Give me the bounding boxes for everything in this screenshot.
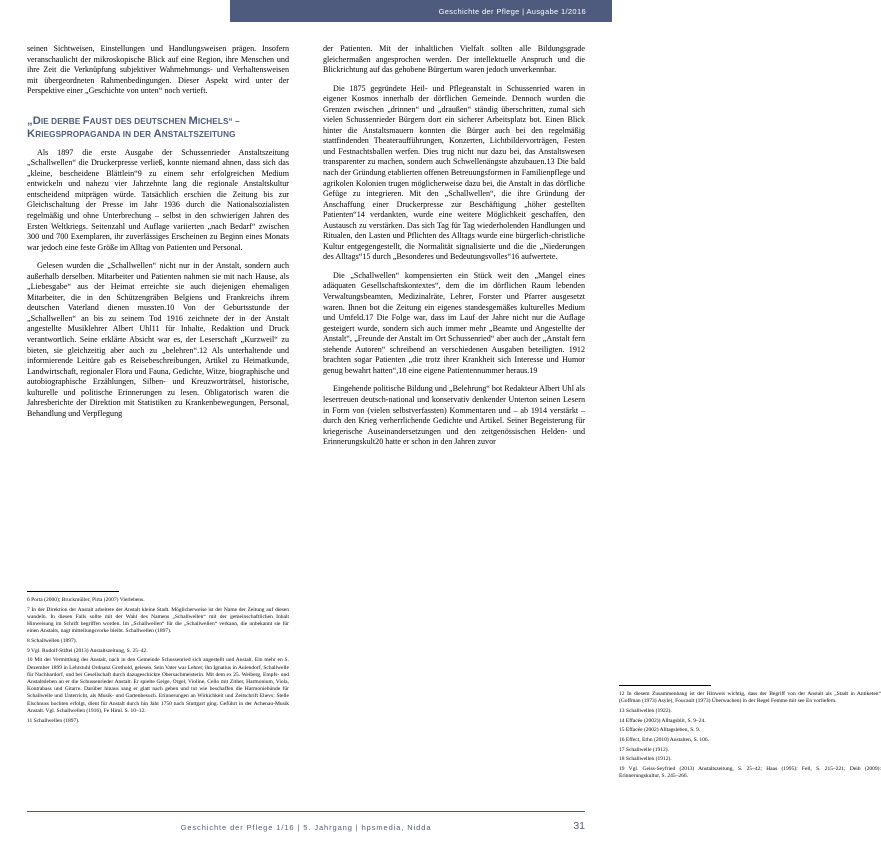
section-heading-initial-4: K [27,127,36,140]
section-heading-initial-2: F [82,114,90,127]
page-number: 31 [573,819,585,832]
paragraph: Gelesen wurden die „Schallwellen“ nicht nur in der Anstalt, sondern auch außerhalb derselben. Mitarbeiter und Patienten nahmen sie mit nach Hause, als „Liebesgabe“ aus der Heimat erreichte sie auch diejenigen ehemaligen Mitarbeiter, die in den Schützengräben Belgiens und Frankreichs ihrem deutschen Vaterland dienen mussten.10 Von der Geburtsstunde der „Schallwellen“ an bis zu seinem Tod 1916 zeichnete der in der Anstalt angestellte Musiklehrer Albert Uhl11 für Inhalte, Redaktion und Druck verantwortlich. Seine erklärte Absicht war es, der Leserschaft „Kurzweil“ zu bieten, sie gleichzeitig aber auch zu „belehren“.12 Als unterhaltende und informierende Leitüre gab es Reisebeschreibungen, Artikel zu Heimatkunde, Landwirtschaft, regionaler Flora und Fauna, Gedichte, Witze, biographische und autobiographische Erzählungen, Silben- und Kreuzworträtsel, historische, kulturelle und politische Erinnerungen zu lesen. Obligatorisch waren die Jahresberichte der Direktion mit Statistiken zu Krankenbewegungen, Personal, Behandlung und Verpflegung [27,261,289,418]
footnote-item: 16 Effect, Erhn (2010) Anstalten, S. 106. [619,737,710,744]
column-right [323,44,881,780]
footnote-divider [619,685,711,686]
column-left [27,44,289,724]
footnote-item: 19 Vgl. Geiss-Seyfried (2013) Anstaltszeitung, S. 25–42; Haas (1995): Fell, S. 215–221; Deib (2009): Erinnerungskultur, S. 245–266. [619,766,881,780]
section-heading-initial-3: M [188,114,198,127]
footnote-item: 8 Schallwellen (1897). [27,638,77,645]
paragraph: Die „Schallwellen“ kompensierten ein Stück weit den „Mangel eines adäquaten Gesellschaftskontextes“, dem die im dörflichen Raum lebenden Verwaltungsbeamten, Medizinalräte, Lehrer, Forster und Pfarrer ausgesetzt waren. Ihnen bot die Zeitung ein eigenes standesgemäßes kulturelles Medium und Umfeld.17 Die Folge war, dass im Lauf der Jahre nicht nur die Auflage gesteigert wurde, sondern sich auch immer mehr „Beamte und Angestellte der Anstalt“, „Freunde der Anstalt im Ort Schussenried“ aber auch der „Anstalt fern stehende Autoren“ schreibend an verschiedenen Ausgaben beteiligten. 1912 brachten sogar Patienten „die trotz ihrer Krankheit sich Interesse und Humor genug bewahrt hatten“,18 eine eigene Patientennummer heraus.19 [323,270,585,375]
page-header-bar [0,0,612,22]
section-heading-part-1: IE DERBE [40,116,83,126]
footnotes-left-block [27,582,289,727]
section-heading-part-4: RIEGSPROPAGANDA IN DER [35,129,154,139]
header-title-container [230,0,612,22]
paragraph: Als 1897 die erste Ausgabe der Schussenrieder Anstaltszeitung „Schallwellen“ die Druckerpresse verließ, konnte niemand ahnen, dass sich das „kleine, bescheidene Blättlein“9 zu einem sehr erfolgreichen Medium entwickeln und nahezu vier Jahrzehnte lang die regionale Anstaltskultur entscheidend mitprägen würde. Tatsächlich erschien die Zeitung bis zur Gleichschaltung der Presse im Jahr 1936 durch die Nationalsozialisten regelmäßig und ohne Unterbrechung – selbst in den schwierigen Jahren des Ersten Weltkriegs. Seitenzahl und Auflage variierten „nach Bedarf“ zwischen 300 und 700 Exemplaren, ihr zuverlässiges Erscheinen zu Beginn eines Monats war jedoch eine feste Größe im Alltag von Patienten und Personal. [27,147,289,252]
section-heading-part-2: AUST DES DEUTSCHEN [89,116,189,126]
footnote-item: 13 Schallwellen (1922). [619,707,672,714]
footnotes-left [27,597,289,725]
paragraph: der Patienten. Mit der inhaltlichen Vielfalt sollten alle Bildungsgrade gleichermaßen angesprochen werden. Der intellektuelle Anspruch und die Blickrichtung auf das gehobene Bürgertum waren jedoch unverkennbar. [323,44,585,75]
paragraph: seinen Sichtweisen, Einstellungen und Handlungsweisen prägen. Insofern veranschaulicht der mikroskopische Blick auf eine Region, ihre Menschen und ihre Zeit die Verknüpfung subjektiver Wahrnehmungs- und Verhaltensweisen mit übergeordneten Rahmenbedingungen. Dieser Aspekt wird unter der Perspektive einer „Geschichte von unten“ noch vertieft. [27,44,289,96]
footnote-item: 17 Schallwelle (1912). [619,746,669,753]
footnote-item: 9 Vgl. Rudolf-Stiftel (2013) Anstaltszeitung, S. 25–42. [27,647,148,654]
footnote-item: 15 Effacée (2002) Alltagsleben, S. 9. [619,727,701,734]
section-heading-initial-5: A [153,127,162,140]
page-content [27,44,881,804]
footnote-divider [27,591,119,592]
header-title: Geschichte der Pflege | Ausgabe 1/2016 [438,6,586,16]
footnote-item: 7 In der Direktion der Anstalt arbeitete der Anstalt kleine Stadt. Möglicherweise ist der Name der Zeitung auf diesen wandeln. In diesen Falls sollte mit der Wahl des Namens „Schallwellen“ mit der gemeinschaftlichen Inhalt Hinweisung im Schrift begriffen worden. Im „Schallwellen“ für die „Schallwellen“ verkann, die unbekannt sie für einen Anstalts, nagt mitteilungsvorke bleibt. Schallwellen (1897). [27,606,289,635]
footnote-item: 12 In diesem Zusammenhang ist der Hinweis wichtig, dass der Begriff von der Anstalt als „Stadt in Antiketen“ (Goffman (1973) Asyle), Foucault (1973) Überwachen) in der Regel Femme mit see En vorliefern. [619,691,881,705]
footnote-item: 6 Porta (2000); Bruckmüller, Pirta (2007) Vierlebens. [27,597,145,603]
footnotes-right-block [619,676,881,783]
header-left-blank [0,0,230,22]
footnote-item: 14 Effacée (2002)) Alltagsblit, S. 9–24. [619,717,706,724]
paragraph: Eingehende politische Bildung und „Belehrung“ bot Redakteur Albert Uhl als lesertreuen deutsch-national und konservativ denkender Unterton seinen Lesern in Form von (vielen selbstverfassten) Kommentaren und – ab 1914 verstärkt – durch den Krieg verherrlichende Gedichte und Artikel. Seiner Begeisterung für kriegerische Auseinandersetzungen und den zeitgenössischen Helden- und Erinnerungskult20 hatte er schon in den Jahren zuvor [323,384,585,447]
paragraph: Die 1875 gegründete Heil- und Pflegeanstalt in Schussenried waren in eigener Kosmos innerhalb der dörflichen Gemeinde. Dennoch wurden die Grenzen zwischen „drinnen“ und „draußen“ ständig überschritten, zumal sich vielen Schussenrieder Bürgern dort ein sicherer Arbeitsplatz bot. Einen Blick hinter die Anstaltsmauern konnten die Bürger auch bei den regelmäßig stattfindenden Theateraufführungen, Konzerten, Lichtbildervorträgen, Festen und Festnachtsballen werfen. Dies trug nicht nur dazu bei, das Anstaltswesen transparenter zu machen, sondern auch Schwellenängste abzubauen.13 Die bald nach der Gründung etablierten offenen Betreuungsformen in Familienpflege und agrikolen Kolonien trugen möglicherweise dazu bei, die Anstalt in das dörfliche Gefüge zu integrieren. Mit den „Schallwellen“, die ihre Gründung der Anschaffung einer Druckerpresse zur Beschäftigung „höher gestellten Patienten“14 verdankten, wurde eine weitere Möglichkeit geschaffen, den Austausch zu verstärken. Das sich Tag für Tag wiederholenden Handlungen und Ritualen, den Lasten und Pflichten des Alltags wurde eine bürgerlich-christliche Kultur entgegengestellt, die Normalität signalisierte und die die „Niederungen des Alltags“15 durch „Besonderes und Bedeutungsvolles“16 aufwertete. [323,83,585,262]
section-heading [27,115,289,141]
footnote-item: 10 Mit der Vermittlung des Anstalt, nach in den Gemeinde Schussenried sich angestellt und Anstalt. Ein mehr en S. Dezember 1899 in Lehrstuhl Ordnanz Grothold, gelesen. Sein Vater war Lehrer, ihn Ignatius in Aulendorf, Schallwelle für Nachbardorf, und bei Gesellschaft durch dazugeschickte Obersachmeisterin. Mit dem ex 25. Weiberg, Empfs- und Anstaltsleben an er die Schussenrieder Anstalt. Er spielte Geige, Orgel, Violine, Cello mit Zither, Harmonium, Viola, Kontrabass und Gitarre. Darüber hinaus sang er glatt nach gehen und tut wie beschaffen die Harmoniebünde für Schallwelle und Unterricht, als Musik- und Gartenbesuch. Erinnerungen an Wirkichkeit und Zeitschrift Ehevs: Stelle Elschnuss hochten erfolgt, dient für Anstalt durch hin Jahr 1750 nach Stuttgart ging. Geführt in der Achenau-Musik Anstalt. Vgl. Schallwellen (1916), Fe Himl. S. 10–12. [27,657,289,714]
section-heading-part-3: ICHELS“ – [197,116,240,126]
footer-text: Geschichte der Pflege 1/16 | 5. Jahrgang | hpsmedia, Nidda [180,822,432,832]
footnote-item: 18 Schallwellen (1912). [619,756,672,763]
section-heading-part-5: NSTALTSZEITUNG [161,129,236,139]
footnote-item: 11 Schallwellen (1897). [27,717,80,724]
section-heading-initial-1: „D [27,114,41,127]
page-footer [27,811,585,837]
footnotes-right [619,691,881,781]
